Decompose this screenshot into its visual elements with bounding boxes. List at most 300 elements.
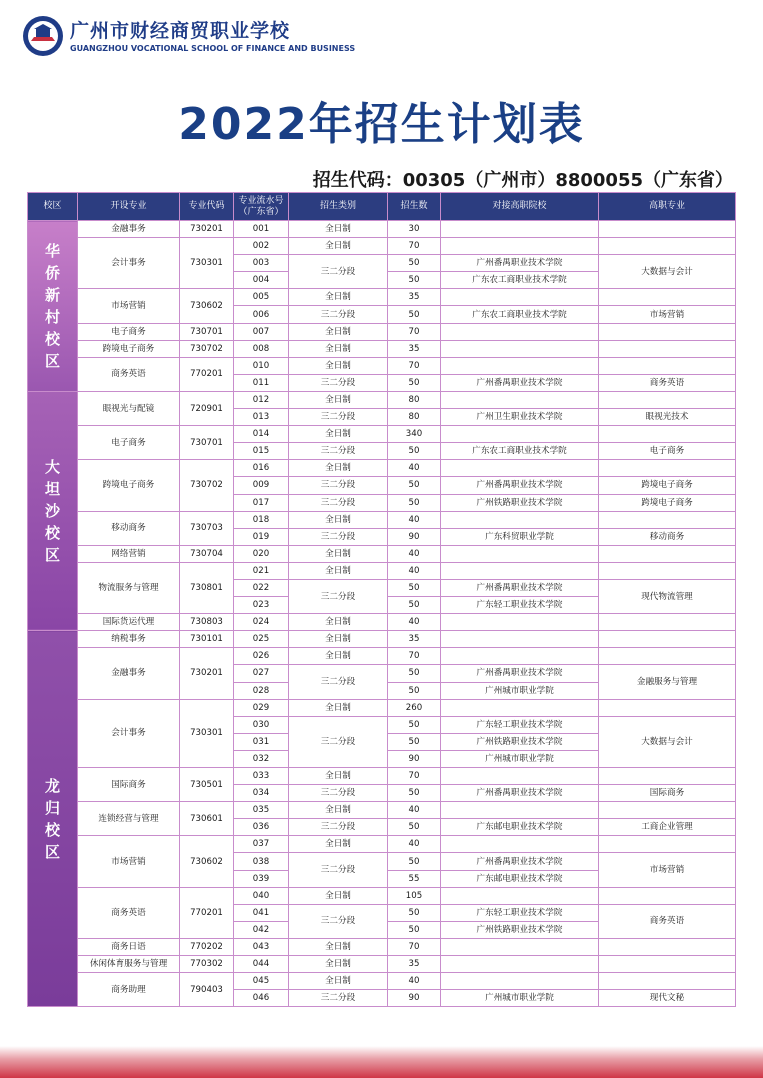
major-cell: 跨境电子商务: [78, 460, 180, 511]
college-cell: 广州城市职业学院: [441, 682, 599, 699]
hmajor-cell: 现代文秘: [599, 990, 736, 1007]
college-cell: 广州番禺职业技术学院: [441, 374, 599, 391]
type-cell: 全日制: [289, 391, 388, 408]
table-row: [28, 631, 736, 648]
major-cell: 移动商务: [78, 511, 180, 545]
serial-cell: 031: [234, 733, 289, 750]
school-logo-icon: [22, 15, 64, 57]
serial-cell: 009: [234, 477, 289, 494]
type-cell: 全日制: [289, 460, 388, 477]
major-cell: 国际商务: [78, 768, 180, 802]
major-cell: 物流服务与管理: [78, 562, 180, 613]
type-cell: 全日制: [289, 562, 388, 579]
num-cell: 40: [388, 460, 441, 477]
table-row: [28, 562, 736, 579]
major-cell: 会计事务: [78, 238, 180, 289]
hmajor-cell: [599, 340, 736, 357]
num-cell: 90: [388, 990, 441, 1007]
num-cell: 50: [388, 477, 441, 494]
hmajor-cell: [599, 460, 736, 477]
college-cell: [441, 221, 599, 238]
num-cell: 50: [388, 494, 441, 511]
serial-cell: 026: [234, 648, 289, 665]
type-cell: 全日制: [289, 956, 388, 973]
hmajor-cell: [599, 973, 736, 990]
code-cell: 730301: [180, 238, 234, 289]
table-row: [28, 614, 736, 631]
hmajor-cell: [599, 631, 736, 648]
serial-cell: 044: [234, 956, 289, 973]
college-cell: 广东农工商职业技术学院: [441, 272, 599, 289]
college-cell: 广东农工商职业技术学院: [441, 306, 599, 323]
serial-cell: 029: [234, 699, 289, 716]
type-cell: 三二分段: [289, 716, 388, 767]
serial-cell: 035: [234, 802, 289, 819]
type-cell: 三二分段: [289, 494, 388, 511]
hmajor-cell: [599, 887, 736, 904]
type-cell: 全日制: [289, 887, 388, 904]
serial-cell: 007: [234, 323, 289, 340]
code-cell: 770201: [180, 357, 234, 391]
table-row: [28, 887, 736, 904]
serial-cell: 006: [234, 306, 289, 323]
num-cell: 50: [388, 579, 441, 596]
footer-band: [0, 1046, 763, 1078]
header-serial: 专业流水号 （广东省）: [234, 193, 289, 221]
serial-cell: 036: [234, 819, 289, 836]
type-cell: 三二分段: [289, 785, 388, 802]
hmajor-cell: 市场营销: [599, 853, 736, 887]
type-cell: 三二分段: [289, 990, 388, 1007]
major-cell: 连锁经营与管理: [78, 802, 180, 836]
hmajor-cell: 眼视光技术: [599, 409, 736, 426]
code-cell: 770201: [180, 887, 234, 938]
major-cell: 休闲体育服务与管理: [78, 956, 180, 973]
type-cell: 三二分段: [289, 374, 388, 391]
campus-label: 华侨新村校区: [44, 241, 60, 370]
type-cell: 全日制: [289, 973, 388, 990]
college-cell: 广州番禺职业技术学院: [441, 579, 599, 596]
table-row: [28, 460, 736, 477]
serial-cell: 004: [234, 272, 289, 289]
code-cell: 730803: [180, 614, 234, 631]
major-cell: 电子商务: [78, 426, 180, 460]
type-cell: 全日制: [289, 836, 388, 853]
code-cell: 770302: [180, 956, 234, 973]
num-cell: 105: [388, 887, 441, 904]
num-cell: 40: [388, 802, 441, 819]
campus-cell: [28, 631, 78, 1007]
hmajor-cell: 金融服务与管理: [599, 665, 736, 699]
table-row: [28, 938, 736, 955]
college-cell: [441, 699, 599, 716]
major-cell: 网络营销: [78, 545, 180, 562]
college-cell: 广州番禺职业技术学院: [441, 665, 599, 682]
major-cell: 会计事务: [78, 699, 180, 767]
num-cell: 35: [388, 289, 441, 306]
type-cell: 全日制: [289, 511, 388, 528]
code-cell: 730601: [180, 802, 234, 836]
college-cell: [441, 614, 599, 631]
college-cell: 广东农工商职业技术学院: [441, 443, 599, 460]
type-cell: 全日制: [289, 357, 388, 374]
hmajor-cell: 工商企业管理: [599, 819, 736, 836]
hmajor-cell: [599, 545, 736, 562]
hmajor-cell: 移动商务: [599, 528, 736, 545]
hmajor-cell: [599, 562, 736, 579]
hmajor-cell: [599, 511, 736, 528]
hmajor-cell: [599, 768, 736, 785]
hmajor-cell: [599, 323, 736, 340]
num-cell: 50: [388, 255, 441, 272]
hmajor-cell: [599, 956, 736, 973]
table-row: [28, 238, 736, 255]
campus-label: 大坦沙校区: [44, 458, 60, 565]
num-cell: 40: [388, 973, 441, 990]
table-row: [28, 768, 736, 785]
num-cell: 70: [388, 323, 441, 340]
serial-cell: 039: [234, 870, 289, 887]
school-name-en: GUANGZHOU VOCATIONAL SCHOOL OF FINANCE AND BUSINESS: [70, 43, 356, 53]
campus-cell: [28, 391, 78, 630]
campus-label: 龙归校区: [44, 776, 60, 861]
serial-cell: 003: [234, 255, 289, 272]
code-cell: 770202: [180, 938, 234, 955]
type-cell: 全日制: [289, 289, 388, 306]
serial-cell: 020: [234, 545, 289, 562]
code-cell: 730101: [180, 631, 234, 648]
num-cell: 35: [388, 340, 441, 357]
code-cell: 730801: [180, 562, 234, 613]
hmajor-cell: 电子商务: [599, 443, 736, 460]
serial-cell: 037: [234, 836, 289, 853]
num-cell: 50: [388, 819, 441, 836]
num-cell: 260: [388, 699, 441, 716]
campus-cell: [28, 221, 78, 392]
major-cell: 金融事务: [78, 648, 180, 699]
code-cell: 730602: [180, 836, 234, 887]
type-cell: 三二分段: [289, 443, 388, 460]
table-row: [28, 511, 736, 528]
major-cell: 电子商务: [78, 323, 180, 340]
serial-cell: 024: [234, 614, 289, 631]
num-cell: 50: [388, 716, 441, 733]
type-cell: 全日制: [289, 340, 388, 357]
serial-cell: 017: [234, 494, 289, 511]
num-cell: 40: [388, 614, 441, 631]
serial-cell: 033: [234, 768, 289, 785]
header-num: 招生数: [388, 193, 441, 221]
num-cell: 50: [388, 904, 441, 921]
college-cell: [441, 391, 599, 408]
code-cell: 730701: [180, 323, 234, 340]
header-hmajor: 高职专业: [599, 193, 736, 221]
num-cell: 70: [388, 648, 441, 665]
table-row: [28, 357, 736, 374]
hmajor-cell: 现代物流管理: [599, 579, 736, 613]
num-cell: 50: [388, 597, 441, 614]
num-cell: 70: [388, 768, 441, 785]
hmajor-cell: [599, 648, 736, 665]
num-cell: 50: [388, 665, 441, 682]
header-campus: 校区: [28, 193, 78, 221]
header-type: 招生类别: [289, 193, 388, 221]
num-cell: 70: [388, 938, 441, 955]
college-cell: 广州番禺职业技术学院: [441, 255, 599, 272]
serial-cell: 008: [234, 340, 289, 357]
type-cell: 全日制: [289, 938, 388, 955]
hmajor-cell: [599, 221, 736, 238]
type-cell: 三二分段: [289, 579, 388, 613]
num-cell: 40: [388, 562, 441, 579]
college-cell: 广州番禺职业技术学院: [441, 785, 599, 802]
num-cell: 340: [388, 426, 441, 443]
school-name-cn: 广州市财经商贸职业学校: [70, 19, 291, 42]
code-cell: 730704: [180, 545, 234, 562]
hmajor-cell: [599, 238, 736, 255]
code-cell: 730701: [180, 426, 234, 460]
code-cell: 730201: [180, 221, 234, 238]
type-cell: 三二分段: [289, 904, 388, 938]
major-cell: 商务日语: [78, 938, 180, 955]
college-cell: [441, 289, 599, 306]
code-cell: 730702: [180, 460, 234, 511]
table-row: [28, 323, 736, 340]
serial-cell: 028: [234, 682, 289, 699]
table-row: [28, 956, 736, 973]
num-cell: 90: [388, 528, 441, 545]
num-cell: 80: [388, 391, 441, 408]
type-cell: 全日制: [289, 802, 388, 819]
hmajor-cell: 大数据与会计: [599, 716, 736, 767]
serial-cell: 015: [234, 443, 289, 460]
college-cell: [441, 323, 599, 340]
college-cell: [441, 562, 599, 579]
code-cell: 790403: [180, 973, 234, 1007]
serial-cell: 005: [234, 289, 289, 306]
hmajor-cell: [599, 836, 736, 853]
header-code: 专业代码: [180, 193, 234, 221]
num-cell: 80: [388, 409, 441, 426]
enrollment-table-container: [27, 192, 735, 1007]
num-cell: 90: [388, 750, 441, 767]
school-header: [22, 12, 355, 60]
code-cell: 730201: [180, 648, 234, 699]
hmajor-cell: [599, 426, 736, 443]
serial-cell: 021: [234, 562, 289, 579]
type-cell: 全日制: [289, 545, 388, 562]
college-cell: 广州城市职业学院: [441, 990, 599, 1007]
code-cell: 730702: [180, 340, 234, 357]
hmajor-cell: [599, 391, 736, 408]
num-cell: 70: [388, 238, 441, 255]
serial-cell: 014: [234, 426, 289, 443]
header-college: 对接高职院校: [441, 193, 599, 221]
num-cell: 50: [388, 272, 441, 289]
college-cell: [441, 956, 599, 973]
college-cell: [441, 648, 599, 665]
college-cell: 广州番禺职业技术学院: [441, 853, 599, 870]
college-cell: [441, 545, 599, 562]
table-row: [28, 545, 736, 562]
college-cell: [441, 802, 599, 819]
type-cell: 全日制: [289, 631, 388, 648]
college-cell: 广州铁路职业技术学院: [441, 733, 599, 750]
serial-cell: 034: [234, 785, 289, 802]
type-cell: 全日制: [289, 221, 388, 238]
major-cell: 市场营销: [78, 836, 180, 887]
table-row: [28, 973, 736, 990]
college-cell: [441, 238, 599, 255]
college-cell: [441, 973, 599, 990]
serial-cell: 001: [234, 221, 289, 238]
num-cell: 40: [388, 511, 441, 528]
page-title: 2022年招生计划表: [178, 99, 585, 150]
type-cell: 三二分段: [289, 819, 388, 836]
enroll-code: 招生代码：00305（广州市）8800055（广东省）: [312, 170, 733, 191]
hmajor-cell: [599, 938, 736, 955]
major-cell: 商务英语: [78, 887, 180, 938]
serial-cell: 023: [234, 597, 289, 614]
num-cell: 50: [388, 853, 441, 870]
num-cell: 50: [388, 374, 441, 391]
table-row: [28, 648, 736, 665]
serial-cell: 019: [234, 528, 289, 545]
table-row: [28, 836, 736, 853]
major-cell: 金融事务: [78, 221, 180, 238]
college-cell: 广东轻工职业技术学院: [441, 904, 599, 921]
college-cell: 广东邮电职业技术学院: [441, 870, 599, 887]
num-cell: 50: [388, 921, 441, 938]
serial-cell: 013: [234, 409, 289, 426]
type-cell: 三二分段: [289, 409, 388, 426]
college-cell: [441, 836, 599, 853]
college-cell: [441, 426, 599, 443]
num-cell: 30: [388, 221, 441, 238]
major-cell: 眼视光与配镜: [78, 391, 180, 425]
table-row: [28, 340, 736, 357]
table-row: [28, 802, 736, 819]
college-cell: 广东邮电职业技术学院: [441, 819, 599, 836]
hmajor-cell: [599, 357, 736, 374]
major-cell: 国际货运代理: [78, 614, 180, 631]
table-row: [28, 289, 736, 306]
table-row: [28, 221, 736, 238]
college-cell: [441, 511, 599, 528]
type-cell: 三二分段: [289, 306, 388, 323]
num-cell: 50: [388, 306, 441, 323]
college-cell: [441, 887, 599, 904]
num-cell: 55: [388, 870, 441, 887]
type-cell: 三二分段: [289, 255, 388, 289]
major-cell: 市场营销: [78, 289, 180, 323]
serial-cell: 041: [234, 904, 289, 921]
college-cell: 广东轻工职业技术学院: [441, 597, 599, 614]
code-cell: 730301: [180, 699, 234, 767]
hmajor-cell: [599, 614, 736, 631]
serial-cell: 011: [234, 374, 289, 391]
type-cell: 全日制: [289, 323, 388, 340]
code-cell: 730602: [180, 289, 234, 323]
num-cell: 50: [388, 733, 441, 750]
code-cell: 720901: [180, 391, 234, 425]
major-cell: 商务英语: [78, 357, 180, 391]
serial-cell: 012: [234, 391, 289, 408]
serial-cell: 022: [234, 579, 289, 596]
table-header-row: [28, 193, 736, 221]
serial-cell: 010: [234, 357, 289, 374]
college-cell: 广州城市职业学院: [441, 750, 599, 767]
serial-cell: 030: [234, 716, 289, 733]
college-cell: 广州卫生职业技术学院: [441, 409, 599, 426]
hmajor-cell: 国际商务: [599, 785, 736, 802]
type-cell: 全日制: [289, 614, 388, 631]
hmajor-cell: [599, 802, 736, 819]
college-cell: [441, 768, 599, 785]
type-cell: 三二分段: [289, 477, 388, 494]
type-cell: 全日制: [289, 699, 388, 716]
serial-cell: 038: [234, 853, 289, 870]
hmajor-cell: 大数据与会计: [599, 255, 736, 289]
serial-cell: 045: [234, 973, 289, 990]
serial-cell: 046: [234, 990, 289, 1007]
type-cell: 全日制: [289, 768, 388, 785]
num-cell: 40: [388, 545, 441, 562]
serial-cell: 025: [234, 631, 289, 648]
college-cell: 广州铁路职业技术学院: [441, 921, 599, 938]
major-cell: 纳税事务: [78, 631, 180, 648]
college-cell: [441, 460, 599, 477]
num-cell: 50: [388, 785, 441, 802]
serial-cell: 018: [234, 511, 289, 528]
college-cell: 广东科贸职业学院: [441, 528, 599, 545]
type-cell: 全日制: [289, 238, 388, 255]
serial-cell: 043: [234, 938, 289, 955]
type-cell: 全日制: [289, 648, 388, 665]
type-cell: 全日制: [289, 426, 388, 443]
serial-cell: 027: [234, 665, 289, 682]
hmajor-cell: 跨境电子商务: [599, 477, 736, 494]
major-cell: 商务助理: [78, 973, 180, 1007]
college-cell: 广东轻工职业技术学院: [441, 716, 599, 733]
num-cell: 35: [388, 631, 441, 648]
hmajor-cell: 市场营销: [599, 306, 736, 323]
num-cell: 40: [388, 836, 441, 853]
hmajor-cell: 商务英语: [599, 374, 736, 391]
enrollment-table: [27, 192, 736, 1007]
num-cell: 35: [388, 956, 441, 973]
type-cell: 三二分段: [289, 853, 388, 887]
serial-cell: 042: [234, 921, 289, 938]
table-row: [28, 699, 736, 716]
hmajor-cell: 商务英语: [599, 904, 736, 938]
hmajor-cell: [599, 699, 736, 716]
college-cell: [441, 631, 599, 648]
serial-cell: 040: [234, 887, 289, 904]
num-cell: 50: [388, 443, 441, 460]
college-cell: 广州铁路职业技术学院: [441, 494, 599, 511]
header-major: 开设专业: [78, 193, 180, 221]
college-cell: [441, 340, 599, 357]
college-cell: 广州番禺职业技术学院: [441, 477, 599, 494]
code-cell: 730501: [180, 768, 234, 802]
table-row: [28, 391, 736, 408]
table-body: [28, 221, 736, 1007]
num-cell: 50: [388, 682, 441, 699]
college-cell: [441, 357, 599, 374]
type-cell: 三二分段: [289, 528, 388, 545]
code-cell: 730703: [180, 511, 234, 545]
